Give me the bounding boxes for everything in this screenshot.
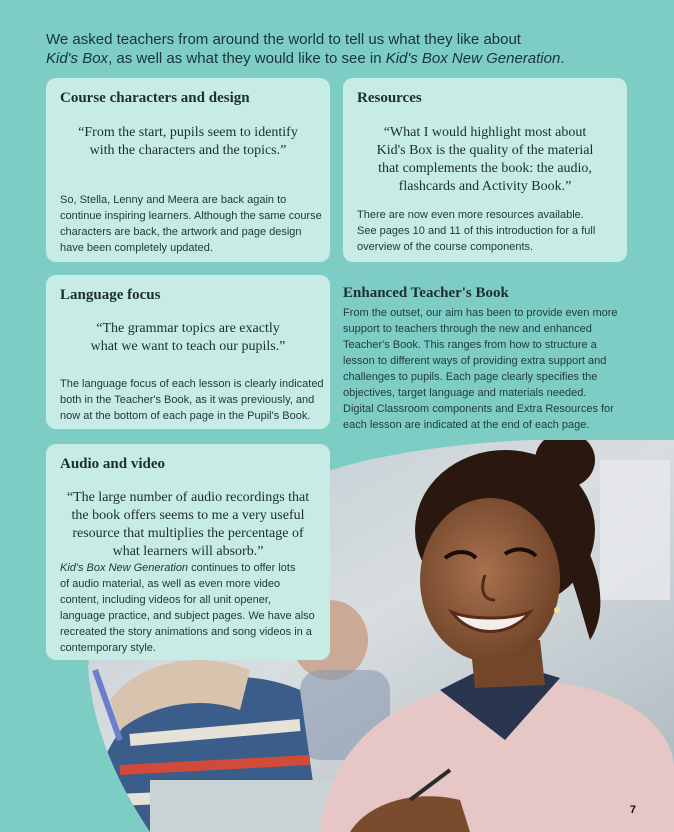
- quote-line: “The grammar topics are exactly: [96, 321, 280, 336]
- card-title: Course characters and design: [60, 90, 250, 106]
- body-line: The language focus of each lesson is clearly indicated: [60, 378, 324, 390]
- body-line: [60, 560, 326, 576]
- body-line: See pages 10 and 11 of this introduction for a full: [357, 225, 596, 237]
- body-line: both in the Teacher's Book, as it was previously, and: [60, 394, 315, 406]
- teachers-book-title: Enhanced Teacher's Book: [343, 285, 509, 301]
- quote-line: “From the start, pupils seem to identify: [78, 125, 298, 140]
- body-line: objectives, target language and materials needed.: [343, 387, 587, 399]
- body-line: overview of the course components.: [357, 241, 534, 253]
- body-line-rest: continues to offer lots: [188, 562, 296, 574]
- quote: [60, 320, 316, 356]
- quote-line: what learners will absorb.”: [112, 544, 264, 559]
- body-line: of audio material, as well as even more video: [60, 578, 281, 590]
- body-line: Teacher's Book. This ranges from how to structure a: [343, 339, 597, 351]
- intro-kids-box-ng: Kid's Box New Generation: [385, 50, 561, 67]
- body-line: characters are back, the artwork and page design: [60, 226, 302, 238]
- quote-line: “The large number of audio recordings that: [66, 490, 310, 505]
- card-audio-video: [46, 444, 330, 660]
- quote-line: resource that multiplies the percentage of: [72, 526, 304, 541]
- body-line: each lesson are indicated at the end of each page.: [343, 419, 590, 431]
- intro-text: [46, 30, 646, 68]
- intro-kids-box: Kid's Box: [46, 50, 109, 67]
- body-kids-box-ng: Kid's Box New Generation: [60, 562, 189, 574]
- quote-line: the book offers seems to me a very useful: [71, 508, 305, 523]
- body-line: challenges to pupils. Each page clearly specifies the: [343, 371, 598, 383]
- quote: [60, 489, 316, 561]
- card-title: Audio and video: [60, 456, 166, 472]
- card-title: Resources: [357, 90, 422, 106]
- body-line: There are now even more resources available.: [357, 209, 584, 221]
- quote-line: with the characters and the topics.”: [89, 143, 287, 158]
- body-line: From the outset, our aim has been to provide even more: [343, 307, 618, 319]
- body-line: recreated the story animations and song videos in a: [60, 626, 312, 638]
- quote-line: that complements the book: the audio,: [378, 161, 592, 176]
- card-title: Language focus: [60, 287, 161, 303]
- body-line: contemporary style.: [60, 642, 156, 654]
- intro-line-1: We asked teachers from around the world to tell us what they like about: [46, 31, 521, 48]
- card-language-focus: [46, 275, 330, 429]
- quote-line: Kid's Box is the quality of the material: [376, 143, 594, 158]
- body-line: now at the bottom of each page in the Pupil's Book.: [60, 410, 311, 422]
- card-body: [60, 376, 328, 424]
- body-line: lesson to different ways of providing extra support and: [343, 355, 607, 367]
- quote-line: flashcards and Activity Book.”: [398, 179, 572, 194]
- quote: [60, 124, 316, 160]
- body-line: language practice, and subject pages. We have also: [60, 610, 315, 622]
- body-line: have been completely updated.: [60, 242, 213, 254]
- body-line: So, Stella, Lenny and Meera are back again to: [60, 194, 287, 206]
- card-body: [60, 192, 326, 256]
- card-course-characters: [46, 78, 330, 262]
- quote-line: what we want to teach our pupils.”: [90, 339, 286, 354]
- page-number: 7: [629, 804, 636, 816]
- body-line: support to teachers through the new and enhanced: [343, 323, 592, 335]
- card-body: [60, 560, 326, 656]
- intro-end: .: [560, 50, 565, 67]
- body-line: content, including videos for all unit opener,: [60, 594, 271, 606]
- card-resources: [343, 78, 627, 262]
- body-line: Digital Classroom components and Extra Resources for: [343, 403, 614, 415]
- quote: [357, 124, 613, 196]
- quote-line: “What I would highlight most about: [383, 125, 587, 140]
- card-body: [357, 207, 623, 255]
- intro-line-2: [46, 49, 646, 68]
- teachers-book-body: [343, 305, 619, 433]
- body-line: continue inspiring learners. Although the same course: [60, 210, 322, 222]
- intro-mid: , as well as what they would like to see in: [108, 50, 386, 67]
